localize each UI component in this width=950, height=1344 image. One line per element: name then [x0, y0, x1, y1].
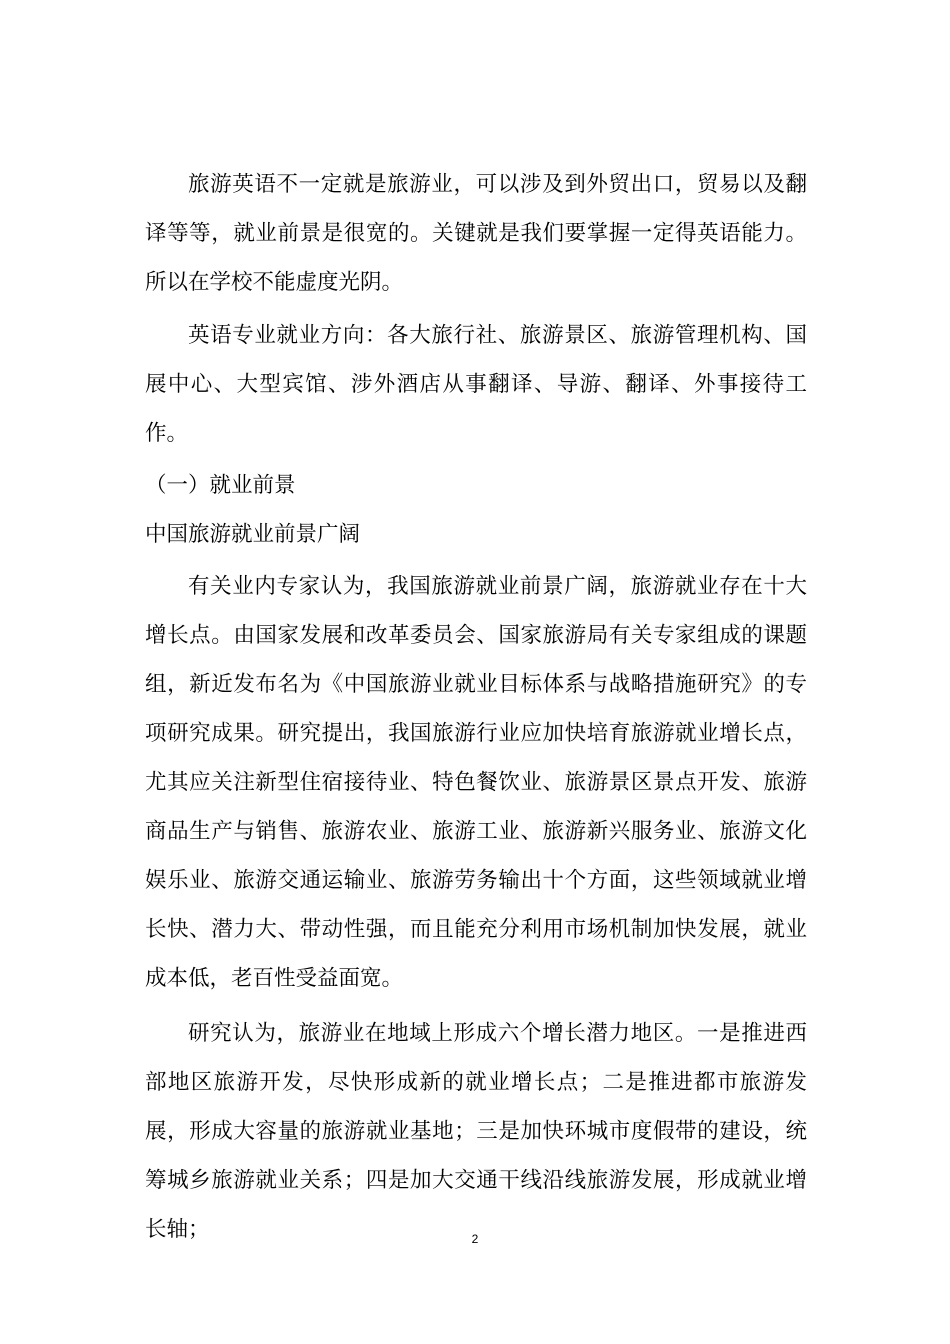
- body-paragraph-2: 研究认为，旅游业在地域上形成六个增长潜力地区。一是推进西部地区旅游开发，尽快形成新的就业增长点；二是推进都市旅游发展，形成大容量的旅游就业基地；三是加快环城市度假带的建设，统筹城乡旅游就业关系；四是加大交通干线沿线旅游发展，形成就业增长轴；: [145, 1021, 807, 1242]
- subheading: 中国旅游就业前景广阔: [145, 522, 361, 547]
- intro-paragraph-1: 旅游英语不一定就是旅游业，可以涉及到外贸出口，贸易以及翻译等等，就业前景是很宽的。关键就是我们要掌握一定得英语能力。所以在学校不能虚度光阴。: [145, 172, 807, 295]
- intro-paragraph-2: 英语专业就业方向：各大旅行社、旅游景区、旅游管理机构、国展中心、大型宾馆、涉外酒店从事翻译、导游、翻译、外事接待工作。: [145, 323, 807, 446]
- section-heading: （一）就业前景: [145, 473, 296, 498]
- page-number: 2: [471, 1232, 479, 1246]
- body-paragraph-1: 有关业内专家认为，我国旅游就业前景广阔，旅游就业存在十大增长点。由国家发展和改革委员会、国家旅游局有关专家组成的课题组，新近发布名为《中国旅游业就业目标体系与战略措施研究》的专项研究成果。研究提出，我国旅游行业应加快培育旅游就业增长点，尤其应关注新型住宿接待业、特色餐饮业、旅游景区景点开发、旅游商品生产与销售、旅游农业、旅游工业、旅游新兴服务业、旅游文化娱乐业、旅游交通运输业、旅游劳务输出十个方面，这些领域就业增长快、潜力大、带动性强，而且能充分利用市场机制加快发展，就业成本低，老百性受益面宽。: [145, 574, 807, 991]
